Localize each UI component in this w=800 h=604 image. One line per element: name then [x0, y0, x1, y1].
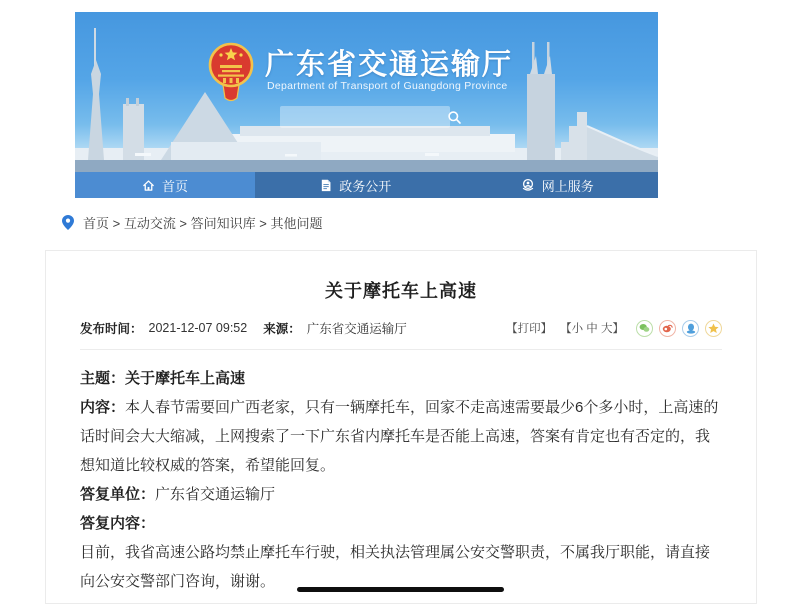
- nav-tab-label: 首页: [161, 178, 188, 194]
- document-icon: [320, 179, 332, 192]
- reply-unit-line: [80, 480, 722, 509]
- reply-content-heading: [80, 509, 722, 538]
- article-meta-info: [80, 319, 417, 337]
- reply-unit-label: 答复单位：: [80, 486, 156, 503]
- content-line: [80, 393, 722, 480]
- national-emblem-icon: [208, 40, 254, 104]
- reply-unit-value: 广东省交通运输厅: [155, 486, 276, 503]
- nav-tab-label: 政务公开: [339, 178, 392, 194]
- content-label: 内容：: [80, 399, 126, 416]
- subject-value: 关于摩托车上高速: [125, 370, 246, 387]
- breadcrumb[interactable]: [62, 213, 322, 232]
- online-service-icon: [521, 178, 535, 192]
- weibo-share-icon[interactable]: [659, 320, 676, 337]
- search-box[interactable]: [280, 106, 450, 128]
- article-title: 关于摩托车上高速: [325, 281, 477, 301]
- article-body: [80, 364, 722, 596]
- home-icon: [142, 179, 155, 192]
- site-banner: [75, 12, 658, 172]
- qq-share-icon[interactable]: [682, 320, 699, 337]
- breadcrumb-path[interactable]: 首页 > 互动交流 > 答问知识库 > 其他问题: [83, 216, 323, 231]
- nav-tab-gov-affairs[interactable]: [255, 172, 457, 198]
- site-title: 广东省交通运输厅: [265, 49, 514, 81]
- print-button[interactable]: 【打印】: [506, 323, 553, 335]
- source-value: 广东省交通运输厅: [306, 322, 407, 336]
- nav-tab-home[interactable]: [75, 172, 255, 198]
- reply-content-text: 目前，我省高速公路均禁止摩托车行驶，相关执法管理属公安交警职责，不属我厅职能，请直接向公安交警部门咨询，谢谢。: [80, 544, 711, 590]
- content-value: 本人春节需要回广西老家，只有一辆摩托车，回家不走高速需要最少6个多小时，上高速的话时间会大大缩减，上网搜索了一下广东省内摩托车是否能上高速，答案有肯定也有否定的，我想知道比较权威的答案，希望能回复。: [80, 399, 719, 474]
- article-meta-row: [80, 319, 722, 350]
- wechat-share-icon[interactable]: [636, 320, 653, 337]
- article-card: [45, 250, 757, 604]
- site-title-english: Department of Transport of Guangdong Province: [267, 80, 508, 92]
- bottom-divider-bar: [297, 587, 504, 592]
- publish-time-label: 发布时间：: [80, 322, 143, 336]
- font-size-buttons[interactable]: 【小 中 大】: [560, 323, 624, 335]
- qzone-share-icon[interactable]: [705, 320, 722, 337]
- share-icon-group: [636, 320, 722, 337]
- subject-label: 主题：: [80, 370, 126, 387]
- publish-time-value: 2021-12-07 09:52: [148, 321, 248, 335]
- article-toolbar: [506, 320, 722, 337]
- search-input[interactable]: [280, 106, 447, 128]
- location-pin-icon: [62, 215, 74, 230]
- source-label: 来源：: [263, 322, 301, 336]
- main-nav: [75, 172, 658, 198]
- search-icon[interactable]: [447, 106, 462, 128]
- nav-tab-online-services[interactable]: [457, 172, 659, 198]
- reply-content-label: 答复内容：: [80, 515, 156, 532]
- subject-line: [80, 364, 722, 393]
- nav-tab-label: 网上服务: [541, 178, 594, 194]
